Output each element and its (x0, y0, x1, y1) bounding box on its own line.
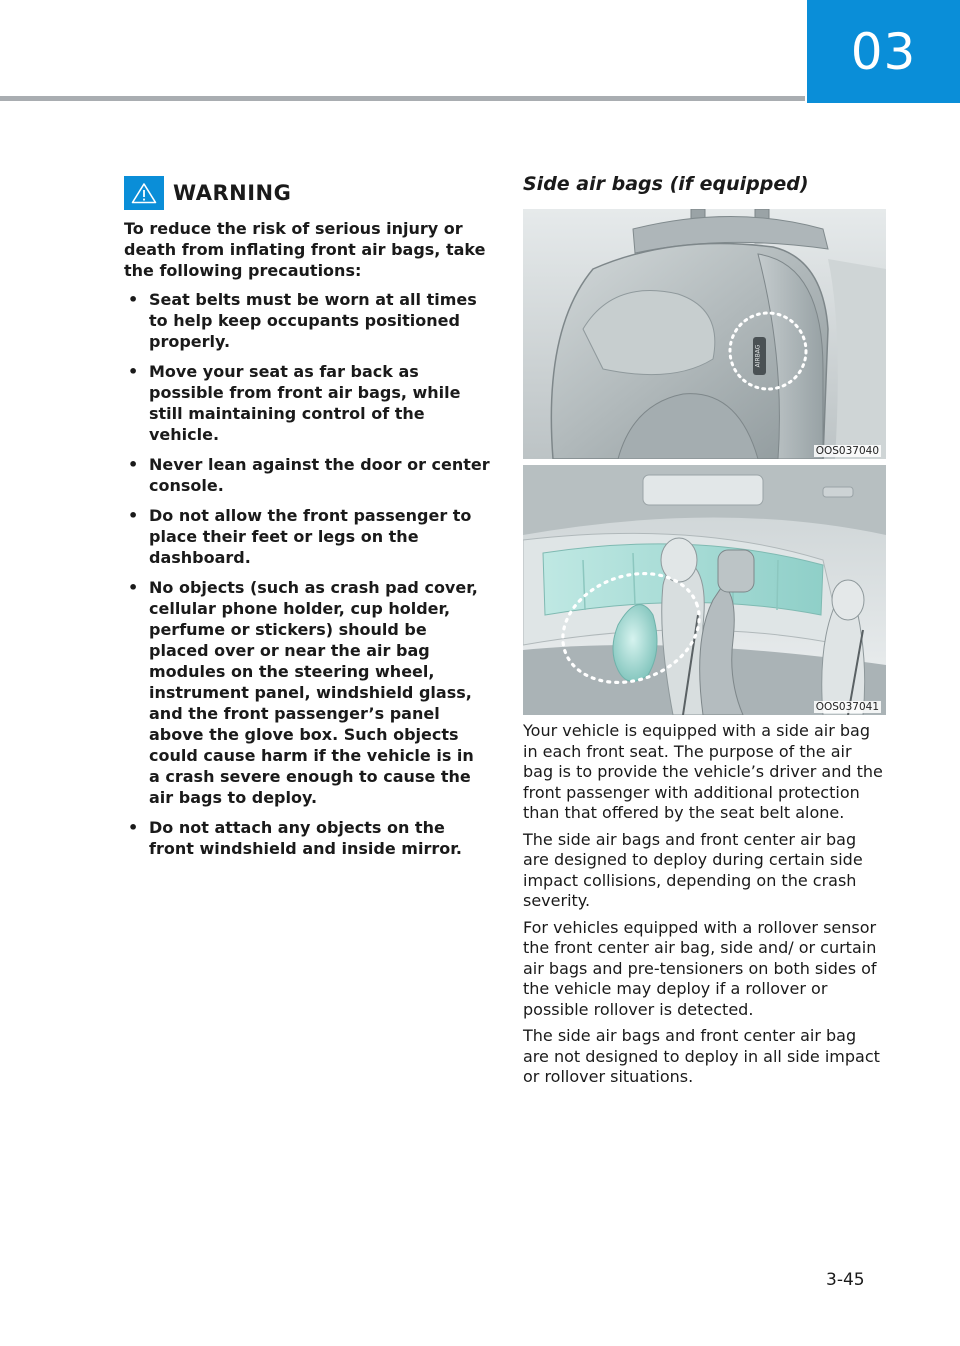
seat-illustration (523, 209, 886, 459)
warning-box (124, 176, 490, 868)
warning-item-text: Move your seat as far back as possible from front air bags, while still maintaining control of the vehicle. (149, 362, 461, 444)
warning-item-text: Do not allow the front passenger to place their feet or legs on the dashboard. (149, 506, 472, 567)
figure-seat-side-airbag (523, 209, 886, 459)
warning-title: WARNING (173, 181, 292, 205)
figure-cabin-airbag-deploy (523, 465, 886, 715)
warning-header (124, 176, 490, 210)
warning-item (124, 289, 490, 352)
bullet: • (128, 290, 139, 309)
chapter-tab (807, 0, 960, 103)
warning-item (124, 454, 490, 496)
warning-item (124, 817, 490, 859)
body-paragraph: For vehicles equipped with a rollover sensor the front center air bag, side and/ or curtain air bags and pre-tensioners on both sides of the vehicle may deploy if a rollover or possible rollover is detected. (523, 917, 877, 1019)
airbag-seat-label: AIRBAG (754, 344, 762, 368)
body-paragraph: The side air bags and front center air bag are designed to deploy during certain side impact collisions, depending on the crash severity. (523, 829, 863, 910)
figure-code: OOS037040 (815, 445, 879, 457)
warning-item-text: Seat belts must be worn at all times to help keep occupants positioned properly. (149, 290, 477, 351)
bullet: • (128, 362, 139, 381)
warning-item (124, 361, 490, 445)
warning-item-text: No objects (such as crash pad cover, cellular phone holder, cup holder, perfume or stickers) should be placed over or near the air bag modules on the steering wheel, instrument panel, windshield glass, and the front passenger’s panel above the glove box. Such objects could cause harm if the vehicle is in a crash severe enough to cause the air bags to deploy. (149, 578, 478, 807)
bullet: • (128, 506, 139, 525)
figure-code: OOS037041 (815, 701, 879, 713)
header-rule (0, 96, 805, 101)
cabin-illustration (523, 465, 886, 715)
chapter-number: 03 (850, 22, 917, 81)
warning-item-text: Never lean against the door or center console. (149, 455, 490, 495)
page-number: 3-45 (826, 1270, 865, 1290)
warning-item-text: Do not attach any objects on the front windshield and inside mirror. (149, 818, 462, 858)
warning-list (124, 289, 490, 859)
body-paragraph: Your vehicle is equipped with a side air bag in each front seat. The purpose of the air bag is to provide the vehicle’s driver and the front passenger with additional protection than that offered by the seat belt alone. (523, 721, 883, 822)
side-airbags-section (523, 173, 886, 1094)
body-paragraph: The side air bags and front center air bag are not designed to deploy in all side impact or rollover situations. (523, 1026, 880, 1086)
warning-item (124, 505, 490, 568)
warning-triangle-icon (131, 182, 157, 204)
bullet: • (128, 818, 139, 837)
section-heading: Side air bags (if equipped) (523, 173, 809, 195)
bullet: • (128, 578, 139, 597)
bullet: • (128, 455, 139, 474)
warning-item (124, 577, 490, 808)
warning-badge (124, 176, 164, 210)
warning-intro: To reduce the risk of serious injury or death from inflating front air bags, take the following precautions: (124, 219, 486, 280)
